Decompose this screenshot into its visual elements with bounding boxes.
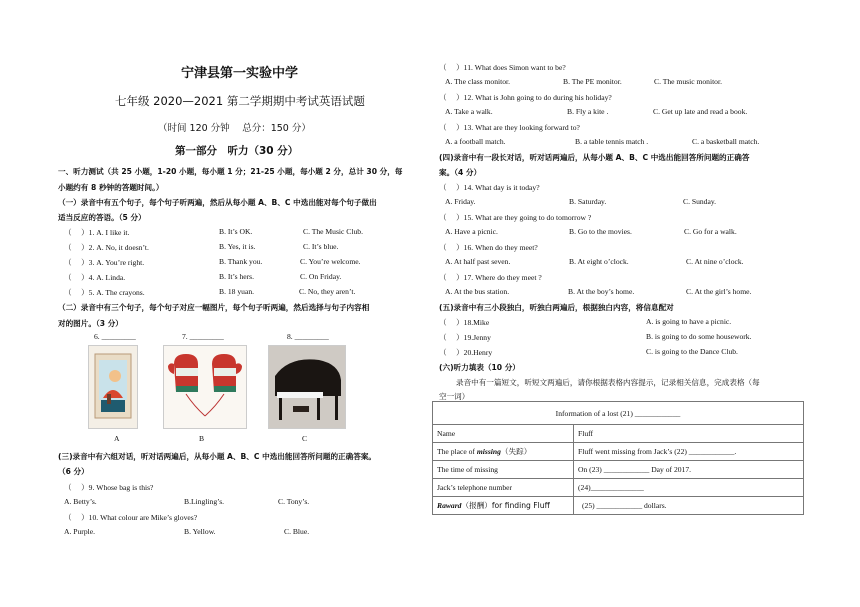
place-label: The place of <box>437 447 477 456</box>
q9-option-b: B.Lingling’s. <box>184 497 225 506</box>
school-name: 宁津县第一实验中学 <box>181 66 299 81</box>
q14-stem: （ ）14. What day is it today? <box>439 183 540 192</box>
table-row <box>433 479 804 497</box>
q1-option-c: C. The Music Club. <box>303 227 363 236</box>
picture-c-piano <box>268 345 346 429</box>
q17-option-b: B. At the boy’s home. <box>568 287 635 296</box>
q14-option-b: B. Saturday. <box>569 197 607 206</box>
table-row <box>433 425 804 443</box>
table-cell-value: Fluff <box>574 425 804 443</box>
section-4-instruction: (四)录音中有一段长对话，听对话两遍后，从每小题 A、B、C 中选出能回答所问题的正确答 <box>439 153 750 162</box>
q1-option-b: B. It’s OK. <box>219 227 253 236</box>
section-3-instruction: (三)录音中有六组对话，听对话两遍后，从每小题 A、B、C 中选出能回答所问题的正确答案。 <box>58 452 377 461</box>
q10-option-a: A. Purple. <box>64 527 96 536</box>
q10-option-c: C. Blue. <box>284 527 310 536</box>
q4-stem: （ ）4. A. Linda. <box>64 273 126 282</box>
part-one-heading: 第一部分 听力（30 分） <box>175 145 299 157</box>
reward-word: Raward <box>437 501 462 510</box>
table-caption-row <box>433 402 804 425</box>
q2-option-b: B. Yes, it is. <box>219 242 256 251</box>
section-2-instruction-2: 对的图片。（3 分） <box>58 319 123 328</box>
table-row <box>433 461 804 479</box>
q13-stem: （ ）13. What are they looking forward to? <box>439 123 580 132</box>
q11-option-a: A. The class monitor. <box>445 77 511 86</box>
q12-stem: （ ）12. What is John going to do during his holiday? <box>439 93 612 102</box>
q16-option-c: C. At nine o’clock. <box>686 257 744 266</box>
q15-option-b: B. Go to the movies. <box>569 227 632 236</box>
q17-stem: （ ）17. Where do they meet ? <box>439 273 542 282</box>
table-row <box>433 443 804 461</box>
q19-match: B. is going to do some housework. <box>646 332 752 341</box>
q11-option-b: B. The PE monitor. <box>563 77 622 86</box>
picture-b-mittens <box>163 345 247 429</box>
q4-option-c: C. On Friday. <box>300 272 342 281</box>
section-6-description-2: 空一词） <box>439 392 470 401</box>
section-1-instruction: （一）录音中有五个句子，每个句子听两遍，然后从每小题 A、B、C 中选出能对每个句子做出 <box>58 198 377 207</box>
q9-stem: （ ）9. Whose bag is this? <box>64 483 154 492</box>
q14-option-a: A. Friday. <box>445 197 476 206</box>
q19-stem: （ ）19.Jenny <box>439 333 491 342</box>
table-cell-label <box>433 497 574 515</box>
section-2-instruction: （二）录音中有三个句子，每个句子对应一幅图片，每个句子听两遍，然后选择与句子内容相 <box>58 303 370 312</box>
q11-option-c: C. The music monitor. <box>654 77 722 86</box>
q20-match: C. is going to the Dance Club. <box>646 347 738 356</box>
section-4-instruction-2: 案。（4 分） <box>439 168 482 177</box>
q5-option-c: C. No, they aren’t. <box>299 287 356 296</box>
table-cell-label: The time of missing <box>433 461 574 479</box>
table-row <box>433 497 804 515</box>
q13-option-b: B. a table tennis match . <box>575 137 649 146</box>
q9-option-c: C. Tony’s. <box>278 497 310 506</box>
q18-match: A. is going to have a picnic. <box>646 317 732 326</box>
piano-image <box>269 346 345 428</box>
q12-option-b: B. Fly a kite . <box>567 107 609 116</box>
lost-info-table <box>432 401 804 515</box>
q13-option-a: A. a football match. <box>445 137 506 146</box>
table-cell-value: On (23) ____________ Day of 2017. <box>574 461 804 479</box>
q5-stem: （ ）5. A. The crayons. <box>64 288 145 297</box>
q14-option-c: C. Sunday. <box>683 197 717 206</box>
mittens-image <box>164 346 246 428</box>
q17-option-a: A. At the bus station. <box>445 287 510 296</box>
blank-7: 7. _________ <box>182 332 224 341</box>
q10-option-b: B. Yellow. <box>184 527 216 536</box>
section-5-instruction: (五)录音中有三小段独白，听独白两遍后，根据独白内容，将信息配对 <box>439 303 674 312</box>
q2-option-c: C. It’s blue. <box>303 242 339 251</box>
q18-stem: （ ）18.Mike <box>439 318 490 327</box>
q11-stem: （ ）11. What does Simon want to be? <box>439 63 566 72</box>
picture-c-label: C <box>302 434 308 443</box>
intro-line-1: 一、听力测试（共 25 小题，1-20 小题，每小题 1 分；21-25 小题，每小题 2 分，总计 30 分，每 <box>58 167 403 176</box>
q1-stem: （ ）1. A. I like it. <box>64 228 130 237</box>
exam-title: 七年级 2020—2021 第二学期期中考试英语试题 <box>115 94 365 108</box>
table-cell-label <box>433 443 574 461</box>
q4-option-b: B. It’s hers. <box>219 272 255 281</box>
q12-option-c: C. Get up late and read a book. <box>653 107 748 116</box>
blank-6: 6. _________ <box>94 332 136 341</box>
q5-option-b: B. 18 yuan. <box>219 287 255 296</box>
q16-stem: （ ）16. When do they meet? <box>439 243 538 252</box>
q20-stem: （ ）20.Henry <box>439 348 493 357</box>
table-cell-value: (24)______________ <box>574 479 804 497</box>
q15-option-c: C. Go for a walk. <box>684 227 737 236</box>
q13-option-c: C. a basketball match. <box>692 137 760 146</box>
q17-option-c: C. At the girl’s home. <box>686 287 752 296</box>
q12-option-a: A. Take a walk. <box>445 107 493 116</box>
missing-word: missing <box>476 447 501 456</box>
q16-option-a: A. At half past seven. <box>445 257 511 266</box>
q3-option-b: B. Thank you. <box>219 257 263 266</box>
q9-option-a: A. Betty’s. <box>64 497 97 506</box>
q15-stem: （ ）15. What are they going to do tomorrow ? <box>439 213 592 222</box>
table-cell-label: Name <box>433 425 574 443</box>
section-6-heading: (六)听力填表（10 分） <box>439 363 520 372</box>
blank-8: 8. _________ <box>287 332 329 341</box>
q3-stem: （ ）3. A. You’re right. <box>64 258 145 267</box>
missing-gloss: （失踪） <box>500 447 532 456</box>
q10-stem: （ ）10. What colour are Mike’s gloves? <box>64 513 198 522</box>
time-info: （时间 120 分钟 总分：150 分） <box>158 123 311 134</box>
q2-stem: （ ）2. A. No, it doesn’t. <box>64 243 149 252</box>
picture-b-label: B <box>199 434 205 443</box>
table-cell-label: Jack’s telephone number <box>433 479 574 497</box>
section-1-instruction-2: 适当反应的答语。（5 分） <box>58 213 146 222</box>
table-cell-value: (25) ____________ dollars. <box>574 497 804 515</box>
section-6-description: 录音中有一篇短文，听短文两遍后，请你根据表格内容提示，记录相关信息，完成表格（每 <box>456 378 760 387</box>
table-cell-value: Fluff went missing from Jack’s (22) ____________. <box>574 443 804 461</box>
q15-option-a: A. Have a picnic. <box>445 227 498 236</box>
painting-image <box>89 346 137 428</box>
q3-option-c: C. You’re welcome. <box>300 257 361 266</box>
picture-a-painting <box>88 345 138 429</box>
picture-a-label: A <box>114 434 120 443</box>
reward-gloss: （报酬）for finding Fluff <box>461 501 550 510</box>
table-caption: Information of a lost (21) ____________ <box>433 402 804 425</box>
q16-option-b: B. At eight o’clock. <box>569 257 629 266</box>
intro-line-2: 小题约有 8 秒钟的答题时间。） <box>58 183 164 192</box>
section-3-instruction-2: （6 分） <box>58 467 89 476</box>
